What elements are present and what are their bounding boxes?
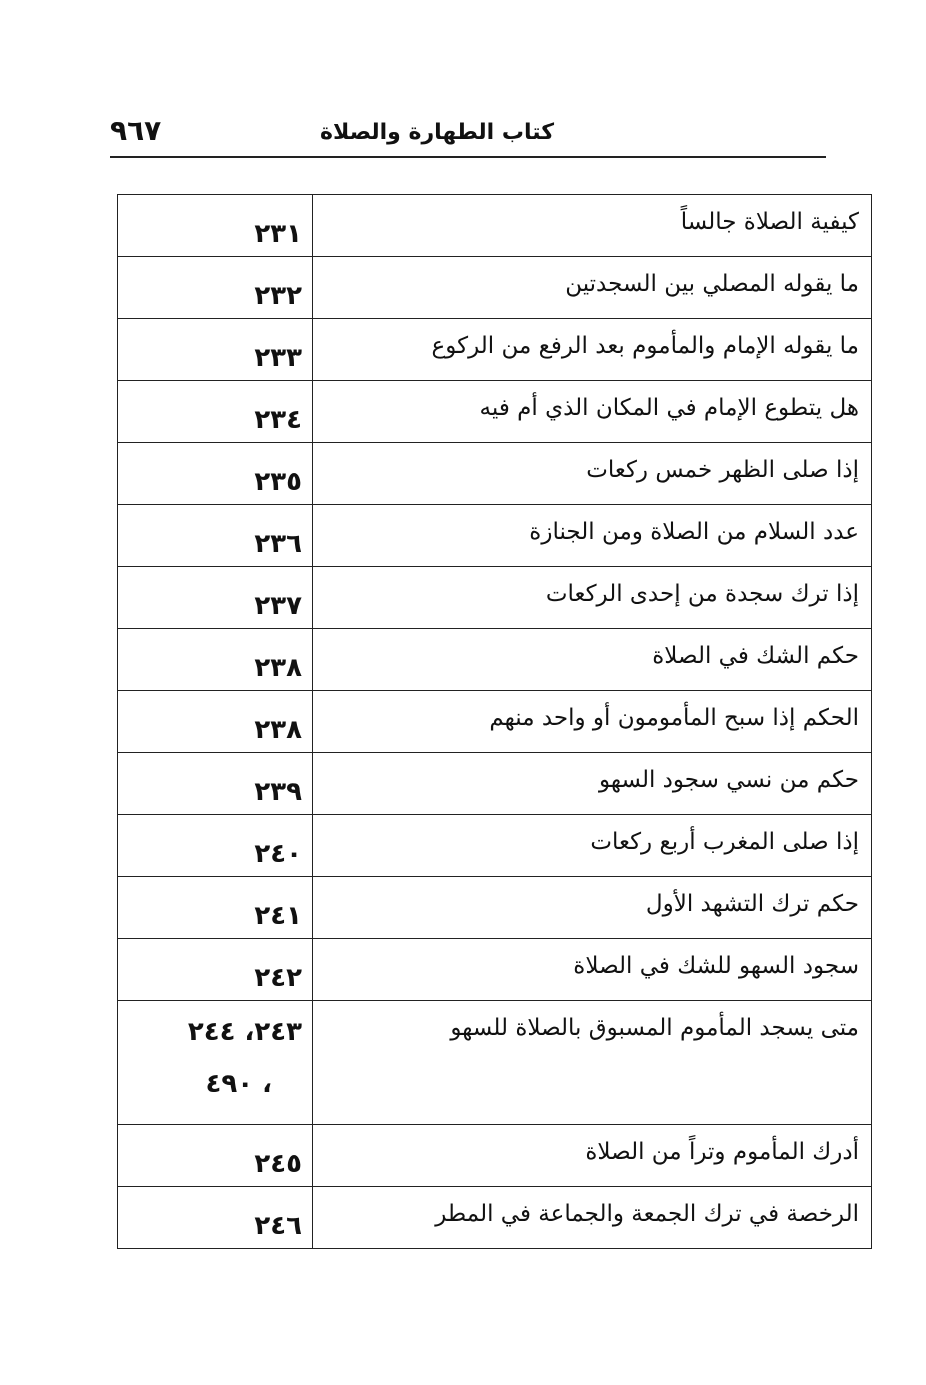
table-row: [118, 195, 872, 257]
table-row: [118, 877, 872, 939]
entry-title: ما يقوله الإمام والمأموم بعد الرفع من الركوع: [313, 319, 872, 381]
entry-title: كيفية الصلاة جالساً: [313, 195, 872, 257]
entry-title: حكم ترك التشهد الأول: [313, 877, 872, 939]
entry-pages: ٢٣٣: [118, 319, 313, 381]
entry-title: ما يقوله المصلي بين السجدتين: [313, 257, 872, 319]
running-header: [110, 112, 826, 158]
entry-title: حكم الشك في الصلاة: [313, 629, 872, 691]
table-row: [118, 1187, 872, 1249]
table-row: [118, 629, 872, 691]
entry-title: حكم من نسي سجود السهو: [313, 753, 872, 815]
entry-title: إذا ترك سجدة من إحدى الركعات: [313, 567, 872, 629]
entry-pages: ٢٣٥: [118, 443, 313, 505]
table-row: [118, 1001, 872, 1125]
book-title: كتاب الطهارة والصلاة: [320, 120, 554, 145]
entry-title: الرخصة في ترك الجمعة والجماعة في المطر: [313, 1187, 872, 1249]
contents-table: [117, 194, 872, 1249]
page-number: ٩٦٧: [110, 114, 162, 147]
entry-pages: ٢٤١: [118, 877, 313, 939]
entry-pages-line2: ، ٤٩٠: [205, 1069, 272, 1099]
entry-pages: ٢٣٨: [118, 629, 313, 691]
entry-pages: ٢٣٦: [118, 505, 313, 567]
table-row: [118, 319, 872, 381]
entry-pages: ٢٣١: [118, 195, 313, 257]
table-row: [118, 691, 872, 753]
table-row: [118, 567, 872, 629]
entry-title: إذا صلى المغرب أربع ركعات: [313, 815, 872, 877]
entry-pages: ٢٤٠: [118, 815, 313, 877]
entry-title: إذا صلى الظهر خمس ركعات: [313, 443, 872, 505]
table-row: [118, 939, 872, 1001]
entry-pages: ٢٣٩: [118, 753, 313, 815]
entry-title: متى يسجد المأموم المسبوق بالصلاة للسهو: [313, 1001, 872, 1125]
entry-pages: ٢٣٧: [118, 567, 313, 629]
table-row: [118, 1125, 872, 1187]
table-row: [118, 505, 872, 567]
entry-pages: ٢٣٢: [118, 257, 313, 319]
entry-title: الحكم إذا سبح المأمومون أو واحد منهم: [313, 691, 872, 753]
entry-title: هل يتطوع الإمام في المكان الذي أم فيه: [313, 381, 872, 443]
entry-pages: ٢٤٢: [118, 939, 313, 1001]
table-row: [118, 381, 872, 443]
table-row: [118, 753, 872, 815]
table-row: [118, 443, 872, 505]
table-row: [118, 815, 872, 877]
entry-pages-line1: ٢٤٣، ٢٤٤: [187, 1017, 302, 1047]
entry-title: عدد السلام من الصلاة ومن الجنازة: [313, 505, 872, 567]
entry-title: سجود السهو للشك في الصلاة: [313, 939, 872, 1001]
entry-pages: [118, 1001, 313, 1125]
table-row: [118, 257, 872, 319]
entry-pages: ٢٣٨: [118, 691, 313, 753]
entry-pages: ٢٤٥: [118, 1125, 313, 1187]
entry-pages: ٢٣٤: [118, 381, 313, 443]
entry-pages: ٢٤٦: [118, 1187, 313, 1249]
entry-title: أدرك المأموم وتراً من الصلاة: [313, 1125, 872, 1187]
